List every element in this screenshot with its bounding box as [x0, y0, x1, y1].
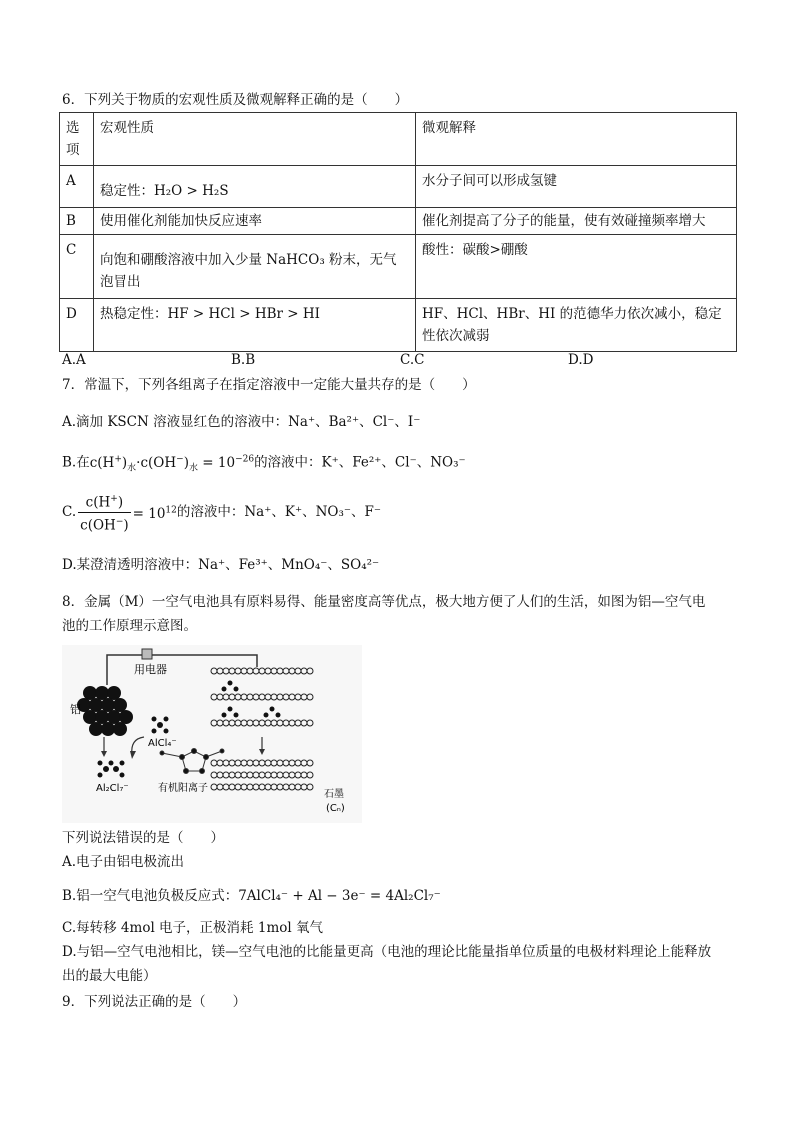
table-row: [60, 235, 737, 299]
q8-option-d-line1[interactable]: D.与铝—空气电池相比，镁—空气电池的比能量更高（电池的理论比能量指单位质量的电极材料理论上能释放: [62, 944, 712, 960]
row-macro: 热稳定性：HF > HCl > HBr > HI: [94, 299, 416, 352]
table-header-row: [60, 113, 737, 166]
q8-option-c[interactable]: C.每转移 4mol 电子，正极消耗 1mol 氧气: [62, 920, 323, 936]
graphite-formula: (Cₙ): [326, 803, 345, 814]
row-macro: 稳定性：H₂O > H₂S: [94, 166, 416, 208]
table-row: [60, 166, 737, 208]
choice-b[interactable]: B.B: [231, 352, 256, 368]
aluminum-label: 铝: [70, 703, 81, 716]
row-micro: 催化剂提高了分子的能量，使有效碰撞频率增大: [416, 208, 737, 235]
al2cl7-label: Al₂Cl₇⁻: [96, 783, 129, 794]
graphite-label: 石墨: [324, 789, 344, 800]
q9-stem: 9．下列说法正确的是（ ）: [62, 994, 247, 1010]
q7-c-prefix: C.: [62, 504, 77, 520]
table-row: [60, 208, 737, 235]
q7-b-expression: $c(H^+)_水\cdot c(OH^-)_水 = 10^{-26}$: [89, 454, 255, 474]
alcl4-label: AlCl₄⁻: [148, 738, 177, 749]
row-option: B: [60, 208, 94, 235]
q8-option-b[interactable]: [62, 886, 441, 906]
row-option: D: [60, 299, 94, 352]
q8-stem-line1: 8．金属（M）一空气电池具有原料易得、能量密度高等优点，极大地方便了人们的生活，如图为铝—空气电: [62, 594, 706, 610]
q8-b-prefix: B.铝一空气电池负极反应式：: [62, 888, 239, 904]
q7-option-b[interactable]: [62, 449, 466, 478]
q6-table: [59, 112, 737, 352]
row-micro: HF、HCl、HBr、HI 的范德华力依次减小，稳定性依次减弱: [416, 299, 737, 352]
header-option: 选项: [60, 113, 94, 166]
q7-option-a[interactable]: A.滴加 KSCN 溶液显红色的溶液中：Na⁺、Ba²⁺、Cl⁻、I⁻: [62, 414, 421, 430]
choice-c[interactable]: C.C: [400, 352, 425, 368]
device-icon: [142, 649, 152, 659]
q8-b-equation: 7AlCl₄⁻ + Al − 3e⁻ = 4Al₂Cl₇⁻: [238, 888, 441, 904]
q6-stem: 6．下列关于物质的宏观性质及微观解释正确的是（ ）: [62, 92, 409, 108]
choice-a[interactable]: A.A: [62, 352, 86, 368]
q7-c-fraction: $\frac{c(H^+)}{c(OH^-)}$: [78, 490, 131, 534]
q7-option-c[interactable]: C. $\frac{c(H^+)}{c(OH^-)}$ = $10^{12}$的溶液中：Na⁺、K⁺、NO₃⁻、F⁻: [62, 490, 381, 534]
q7-c-suffix: 的溶液中：Na⁺、K⁺、NO₃⁻、F⁻: [176, 504, 381, 520]
row-micro: 酸性：碳酸>硼酸: [416, 235, 737, 299]
cation-label: 有机阳离子: [158, 783, 208, 794]
q8-ask: 下列说法错误的是（ ）: [62, 830, 224, 846]
header-micro: 微观解释: [416, 113, 737, 166]
row-option: C: [60, 235, 94, 299]
row-macro: 使用催化剂能加快反应速率: [94, 208, 416, 235]
header-macro: 宏观性质: [94, 113, 416, 166]
q7-stem: 7．常温下，下列各组离子在指定溶液中一定能大量共存的是（ ）: [62, 377, 476, 393]
q8-option-d-line2: 出的最大电能）: [62, 968, 157, 984]
q7-b-prefix: B.在: [62, 454, 90, 471]
row-macro: 向饱和硼酸溶液中加入少量 NaHCO₃ 粉末，无气泡冒出: [94, 235, 416, 299]
device-label: 用电器: [134, 663, 167, 676]
q7-option-d[interactable]: D.某澄清透明溶液中：Na⁺、Fe³⁺、MnO₄⁻、SO₄²⁻: [62, 557, 380, 573]
table-row: [60, 299, 737, 352]
q7-b-suffix: 的溶液中：K⁺、Fe²⁺、Cl⁻、NO₃⁻: [254, 454, 466, 471]
battery-diagram: [62, 645, 362, 823]
row-micro: 水分子间可以形成氢键: [416, 166, 737, 208]
q8-option-a[interactable]: A.电子由铝电极流出: [62, 854, 185, 870]
choice-d[interactable]: D.D: [568, 352, 594, 368]
q8-stem-line2: 池的工作原理示意图。: [62, 618, 197, 634]
row-option: A: [60, 166, 94, 208]
